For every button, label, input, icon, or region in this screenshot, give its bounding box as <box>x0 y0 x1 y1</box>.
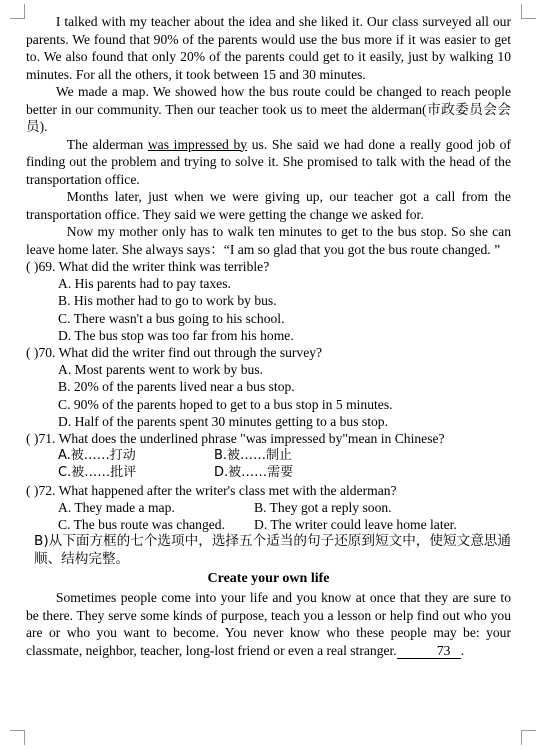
section-b-title: Create your own life <box>207 571 330 587</box>
question-stem: ( )70. What did the writer find out through the survey? <box>26 345 323 361</box>
question-72 <box>26 482 511 534</box>
passage-paragraph-5: Now my mother only has to walk ten minutes to get to the bus stop. So she can leave home later. She always says：“I am so glad that you got the bus route changed. ” <box>26 224 511 257</box>
passage-paragraph-1: I talked with my teacher about the idea and she liked it. Our class surveyed all our parents. We found that 90% of the parents would use the bus more if it was easier to get to. We also found that only 20% of the parents could get to it easily, just by walking 10 minutes. For all the others, it took between 15 and 30 minutes. <box>26 14 511 82</box>
question-70 <box>26 344 511 430</box>
p3-before: The alderman <box>66 136 148 152</box>
option-b: B. His mother had to go to work by bus. <box>58 293 277 309</box>
option-c: C. The bus route was changed. <box>58 517 225 533</box>
passage-paragraph-2: We made a map. We showed how the bus route could be changed to reach people better in our community. Then our teacher took us to meet the alderman(市政委员会会员). <box>26 84 511 134</box>
p3-after: us. She said we had done a really good job of finding out the problem and trying to solve it. She promised to talk with the head of the transportation office. <box>26 136 511 187</box>
option-d: D. The bus stop was too far from his home. <box>58 327 294 343</box>
option-row-cd <box>58 464 511 481</box>
question-69 <box>26 258 511 344</box>
option-a: A. They made a map. <box>58 499 175 515</box>
crop-mark-bottom-right <box>521 730 536 745</box>
option-b: B.被……制止 <box>214 448 293 464</box>
option-row-cd <box>58 516 511 533</box>
answer-blank-73[interactable]: 73 <box>397 643 461 659</box>
option-c: C. There wasn't a bus going to his school. <box>58 310 285 326</box>
option-d: D. Half of the parents spent 30 minutes getting to a bus stop. <box>58 413 388 429</box>
underlined-phrase: was impressed by <box>147 136 248 152</box>
option-c: C.被……批评 <box>58 465 137 481</box>
crop-mark-bottom-left <box>10 730 25 745</box>
option-d: D. The writer could leave home later. <box>254 517 457 533</box>
option-b: B. They got a reply soon. <box>254 499 392 515</box>
crop-mark-top-left <box>10 4 25 19</box>
section-b-text: Sometimes people come into your life and you know at once that they are sure to be there. They serve some kinds of purpose, teach you a lesson or help find out who you are or who you want to become. You never know who these people may be: your classmate, neighbor, teacher, long-lost friend or even a real stranger. <box>26 590 511 658</box>
section-b-text-end: . <box>460 642 465 658</box>
question-stem: ( )72. What happened after the writer's class met with the alderman? <box>26 482 397 498</box>
option-row-ab <box>58 499 511 516</box>
section-b-instruction: B)从下面方框的七个选项中，选择五个适当的句子还原到短文中，使短文意思通顺、结构完整。 <box>34 533 511 567</box>
document-page <box>26 13 511 659</box>
option-row-ab <box>58 447 511 464</box>
question-stem: ( )71. What does the underlined phrase "was impressed by"mean in Chinese? <box>26 431 445 447</box>
passage-paragraph-4: Months later, just when we were giving up, our teacher got a call from the transportation office. They said we were getting the change we asked for. <box>26 189 511 222</box>
option-a: A.被……打动 <box>58 448 136 464</box>
option-c: C. 90% of the parents hoped to get to a bus stop in 5 minutes. <box>58 396 393 412</box>
crop-mark-top-right <box>521 4 536 19</box>
section-b-paragraph <box>26 589 511 659</box>
option-a: A. Most parents went to work by bus. <box>58 362 264 378</box>
option-a: A. His parents had to pay taxes. <box>58 276 231 292</box>
option-b: B. 20% of the parents lived near a bus stop. <box>58 379 295 395</box>
question-stem: ( )69. What did the writer think was terrible? <box>26 259 270 274</box>
question-71 <box>26 430 511 482</box>
option-d: D.被……需要 <box>214 465 294 481</box>
passage-paragraph-3 <box>26 136 511 189</box>
